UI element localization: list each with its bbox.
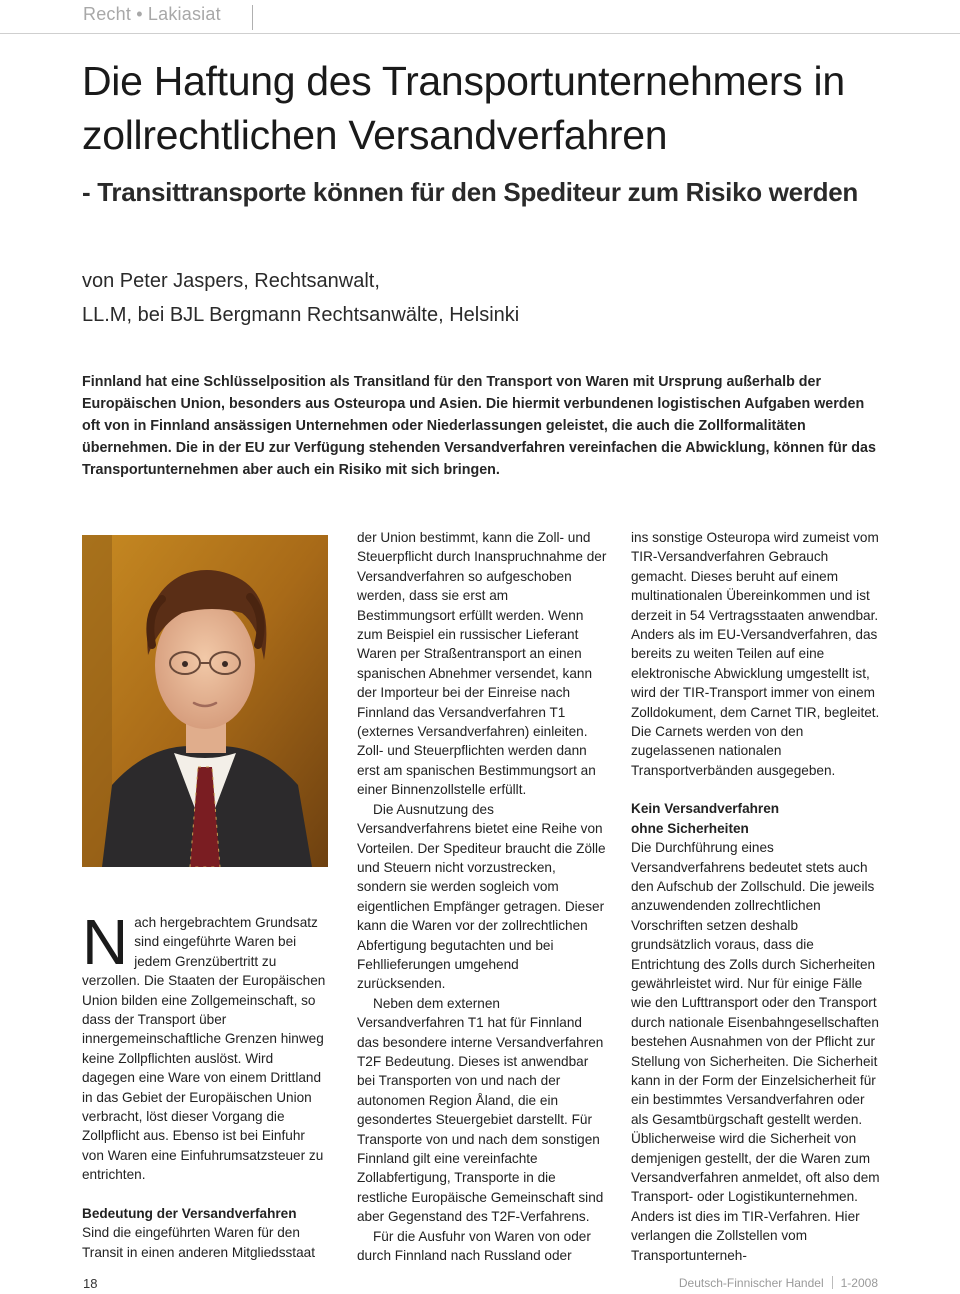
lead-paragraph: Finnland hat eine Schlüsselposition als Transitland für den Transport von Waren mit Ursprung außerhalb der Europäischen Union, besonders aus Osteuropa und Asien. Die hiermit verbundenen logistischen Aufgaben werden oft von in Finnland ansässigen Unternehmen oder Niederlassungen geleistet, die auch die Zollformalitäten übernehmen. Die in der EU zur Verfügung stehenden Versandverfahren vereinfachen die Abwicklung, können für das Transportunternehmen aber auch ein Risiko mit sich bringen. [82, 374, 876, 478]
author-photo [82, 535, 328, 867]
heading-sicherheiten-line-2: ohne Sicherheiten [631, 820, 749, 836]
column-1 [82, 906, 328, 1262]
column-3-paragraph-2: Die Durchführung eines Versandverfahrens bedeutet stets auch den Aufschub der Zollschuld. Die jeweils anzuwendenden zollrechtlichen Vorschriften setzen deshalb grundsätzlich voraus, dass die Entrichtung des Zolls durch Sicherheiten gewährleistet wird. Nur für einige Fälle wie den Lufttransport oder den Transport durch nationale Eisenbahngesellschaften bestehen Ausnahmen von der Pflicht zur Stellung von Sicherheiten. Die Sicherheit kann in der Form der Einzelsicherheit für ein bestimmtes Versandverfahren oder als Gesamtbürgschaft gestellt werden. Üblicherweise wird die Sicherheit von demjenigen gestellt, der die Waren zum Versandverfahren anmeldet, oft also dem Transport- oder Logistikunternehmen. Anders ist dies im TIR-Verfahren. Hier verlangen die Zollstellen vom Transportunterneh- [631, 840, 880, 1263]
section-header [0, 0, 960, 34]
column-2-paragraph-3: Neben dem externen Versandverfahren T1 hat für Finnland das besondere interne Versandverfahren T2F Bedeutung. Dieses ist anwendbar bei Transporten von und nach der autonomen Region Åland, die ein gesondertes Steuergebiet darstellt. Für Transporte von und nach dem sonstigen Finnland gilt eine vereinfachte Zollabfertigung, Transporte in die restliche Europäische Gemeinschaft sind aber Gegenstand des T2F-Verfahrens. [357, 995, 604, 1225]
heading-sicherheiten [631, 799, 881, 838]
column-2-paragraph-2: Die Ausnutzung des Versandverfahrens bietet eine Reihe von Vorteilen. Der Spediteur braucht die Zölle und Steuern nicht vorzustrecken, sondern sie werden sogleich vom eigentlichen Empfänger getragen. Dieser kann die Waren vor der zollrechtlichen Abfertigung begutachten und bei Fehllieferungen umgehend zurücksenden. [357, 801, 606, 992]
footer-divider [832, 1276, 833, 1289]
heading-sicherheiten-line-1: Kein Versandverfahren [631, 801, 780, 817]
heading-bedeutung: Bedeutung der Versandverfahren [82, 1205, 297, 1221]
byline-affiliation: LL.M, bei BJL Bergmann Rechtsanwälte, Helsinki [82, 304, 520, 326]
drop-cap: N [82, 906, 129, 978]
article-title: Die Haftung des Transportunternehmers in zollrechtlichen Versandverfahren [82, 58, 845, 158]
column-1-paragraph-2: Sind die eingeführten Waren für den Transit in einen anderen Mitgliedsstaat [82, 1225, 315, 1260]
header-rule [0, 33, 960, 34]
column-3-paragraph-1: ins sonstige Osteuropa wird zumeist vom TIR-Versandverfahren Gebrauch gemacht. Dieses beruht auf einem multinationalen Übereinkommen und ist derzeit in 54 Vertragsstaaten anwendbar. Anders als im EU-Versandverfahren, das bereits zu weiten Teilen auf eine elektronische Abwicklung umgestellt ist, wird der TIR-Transport immer von einem Zolldokument, dem Carnet TIR, begleitet. Die Carnets werden von den zugelassenen nationalen Transportverbänden ausgegeben. [631, 530, 880, 778]
byline-author: von Peter Jaspers, Rechtsanwalt, [82, 270, 380, 292]
publication-footer [679, 1276, 878, 1290]
header-divider [252, 5, 253, 30]
column-2 [357, 528, 607, 1265]
byline [82, 264, 782, 332]
column-1-paragraph-1: ach hergebrachtem Grundsatz sind eingeführte Waren bei jedem Grenzübertritt zu verzollen. Die Staaten der Europäischen Union bilden eine Zollgemeinschaft, so dass der Transport über innergemeinschaftliche Grenzen hinweg keine Zollpflichten auslöst. Wird dagegen eine Ware von einem Drittland in das Gebiet der Europäischen Union verbracht, löst dieser Vorgang die Zollpflicht aus. Ebenso ist bei Einfuhr von Waren eine Einfuhrumsatzsteuer zu entrichten. [82, 915, 326, 1183]
column-3 [631, 528, 881, 1265]
column-2-paragraph-4: Für die Ausfuhr von Waren von oder durch Finnland nach Russland oder [357, 1228, 591, 1264]
article-subtitle: - Transittransporte können für den Spediteur zum Risiko werden [82, 177, 858, 207]
issue-number: 1-2008 [840, 1276, 878, 1290]
publication-name: Deutsch-Finnischer Handel [678, 1276, 824, 1290]
section-label: Recht • Lakiasiat [83, 4, 221, 24]
page-number: 18 [83, 1276, 98, 1291]
column-2-paragraph-1: der Union bestimmt, kann die Zoll- und Steuerpflicht durch Inanspruchnahme der Versandverfahren so aufgeschoben werden, dass sie erst am Bestimmungsort erfüllt werden. Wenn zum Beispiel ein russischer Lieferant Waren per Straßentransport an einen spanischen Abnehmer versendet, kann der Importeur bei der Einreise nach Finnland das Versandverfahren T1 (externes Versandverfahren) einleiten. Zoll- und Steuerpflichten werden dann erst am spanischen Bestimmungsort an einer Binnenzollstelle erfüllt. [357, 530, 607, 798]
